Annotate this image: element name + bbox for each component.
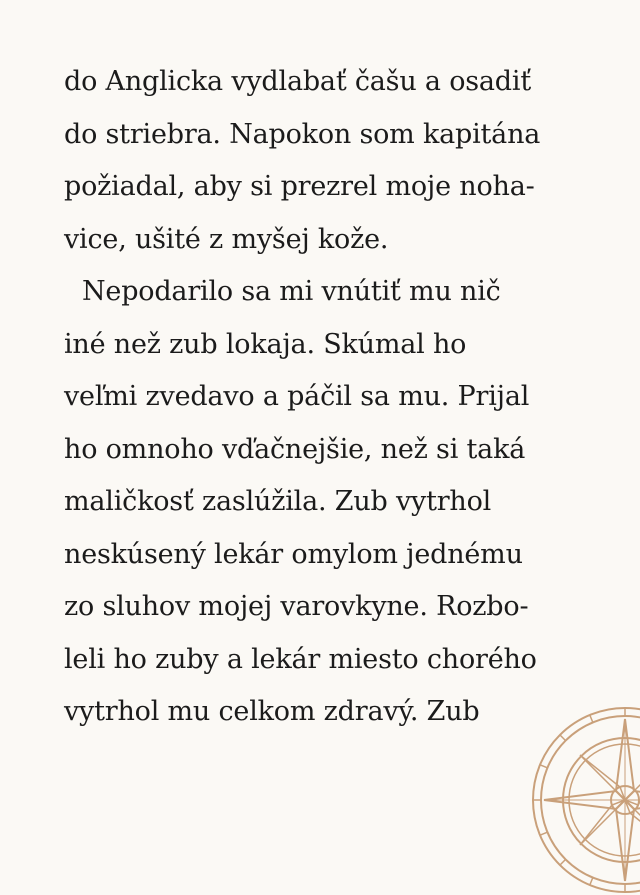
text-line-3: požiadal, aby si prezrel moje noha-: [64, 171, 535, 202]
compass-rose-icon: [530, 705, 640, 895]
text-line-1: do Anglicka vydlabať čašu a osadiť: [64, 66, 531, 97]
text-line-2: do striebra. Napokon som kapitána: [64, 118, 541, 150]
text-line-9: maličkosť zaslúžila. Zub vytrhol: [64, 486, 492, 517]
text-line-11: zo sluhov mojej varovkyne. Rozbo-: [64, 591, 529, 622]
text-line-7: veľmi zvedavo a páčil sa mu. Prijal: [64, 381, 530, 412]
text-line-8: ho omnoho vďačnejšie, než si taká: [64, 433, 526, 465]
text-line-6: iné než zub lokaja. Skúmal ho: [64, 328, 467, 360]
text-line-5: Nepodarilo sa mi vnútiť mu nič: [82, 276, 501, 307]
page-text: [64, 56, 584, 739]
text-line-12: leli ho zuby a lekár miesto chorého: [64, 643, 537, 675]
text-line-10: neskúsený lekár omylom jednému: [64, 538, 523, 570]
text-line-4: vice, ušité z myšej kože.: [64, 223, 389, 255]
text-line-13: vytrhol mu celkom zdravý. Zub: [64, 696, 480, 727]
